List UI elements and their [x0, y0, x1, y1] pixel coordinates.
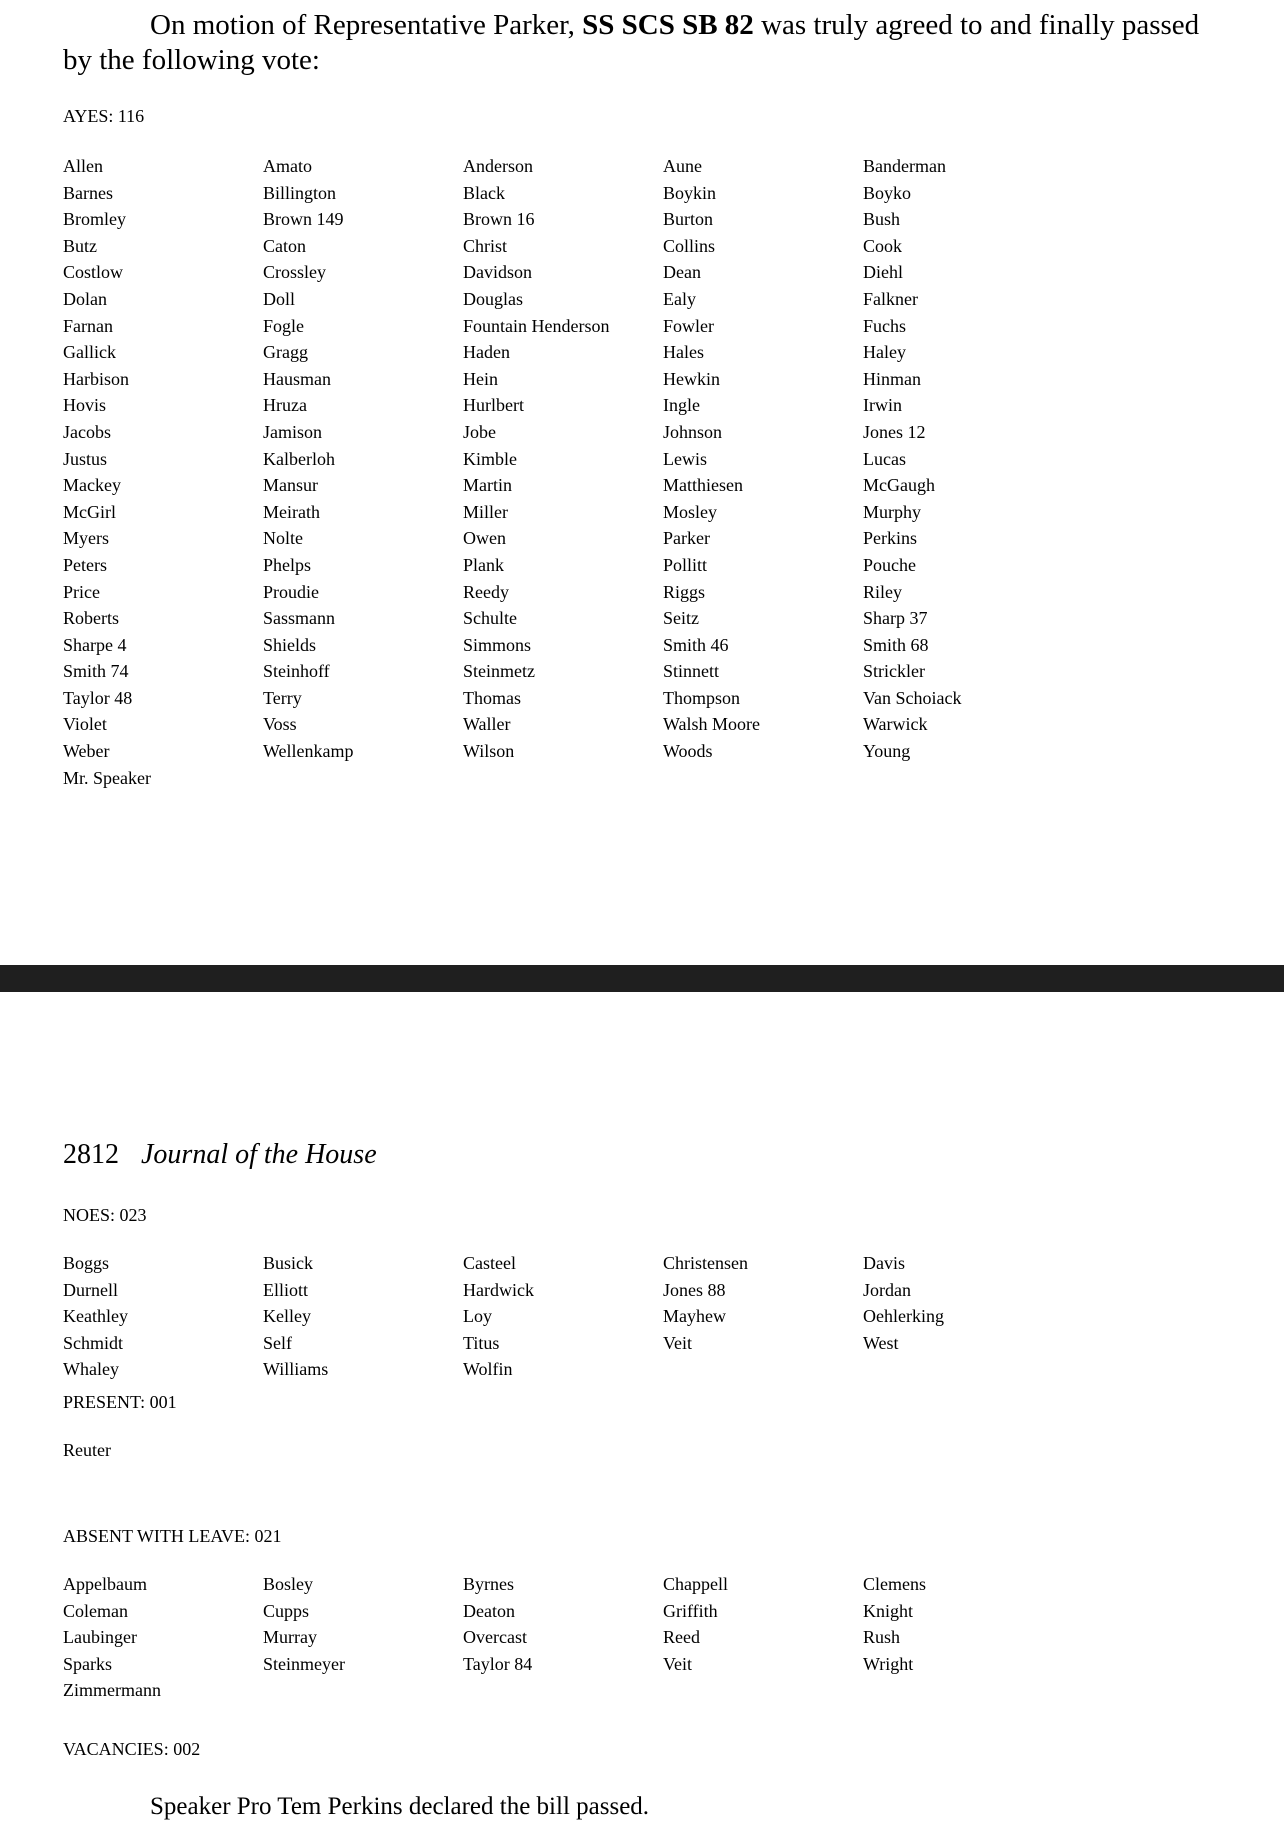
member-name: Wolfin	[463, 1359, 513, 1380]
member-name: Schulte	[463, 608, 517, 629]
member-name: Warwick	[863, 714, 928, 735]
ayes-list	[63, 153, 1063, 791]
member-name: Mosley	[663, 501, 717, 522]
member-name: Smith 68	[863, 634, 929, 655]
member-name: Whaley	[63, 1359, 119, 1380]
member-name: Proudie	[263, 581, 319, 602]
member-name: Boggs	[63, 1253, 110, 1273]
member-name: Shields	[263, 634, 317, 655]
member-name: Justus	[63, 448, 108, 469]
member-name: Murphy	[863, 501, 921, 522]
member-name: Thompson	[663, 687, 741, 708]
member-name: Wright	[863, 1653, 914, 1674]
member-name: Diehl	[863, 262, 903, 283]
member-name: Cook	[863, 235, 903, 256]
member-name: Hausman	[263, 368, 331, 389]
member-name: Farnan	[63, 315, 113, 336]
member-name: Woods	[663, 741, 713, 762]
member-name: Strickler	[863, 661, 925, 682]
member-name: West	[863, 1332, 899, 1353]
member-name: Price	[63, 581, 100, 602]
member-name: Johnson	[663, 421, 723, 442]
member-name: Boykin	[663, 182, 717, 203]
member-name: Banderman	[863, 156, 946, 176]
member-name: Hales	[663, 342, 704, 363]
member-name: Amato	[263, 156, 312, 176]
member-name: Black	[463, 182, 505, 203]
member-name: Mr. Speaker	[63, 767, 151, 788]
member-name: Davidson	[463, 262, 532, 283]
member-name: Smith 46	[663, 634, 729, 655]
member-name: Elliott	[263, 1279, 308, 1300]
member-name: Cupps	[263, 1600, 310, 1621]
member-name: Christ	[463, 235, 508, 256]
member-name: Gragg	[263, 342, 308, 363]
member-name: Fountain Henderson	[463, 315, 610, 336]
member-name: Knight	[863, 1600, 914, 1621]
member-name: Lucas	[863, 448, 906, 469]
member-name: Keathley	[63, 1306, 128, 1327]
member-name: Kelley	[263, 1306, 311, 1327]
member-name: Hardwick	[463, 1279, 534, 1300]
member-name: Steinmetz	[463, 661, 535, 682]
member-name: Bush	[863, 209, 901, 230]
member-name: Overcast	[463, 1627, 527, 1648]
member-name: Sassmann	[263, 608, 335, 629]
member-name: Aune	[663, 156, 702, 176]
page-bottom	[0, 992, 1284, 1821]
member-name: Haden	[463, 342, 510, 363]
member-name: Steinhoff	[263, 661, 330, 682]
member-name: Matthiesen	[663, 475, 743, 496]
member-name: Billington	[263, 182, 337, 203]
motion-suffix: was truly agreed to and finally passed by the following vote:	[63, 9, 1200, 76]
member-name: Bosley	[263, 1574, 314, 1594]
member-name: Hein	[463, 368, 498, 389]
member-name: Hovis	[63, 395, 107, 416]
member-name: Young	[863, 741, 911, 762]
motion-prefix: On motion of Representative Parker,	[150, 9, 575, 41]
member-name: Falkner	[863, 288, 918, 309]
member-name: Pouche	[863, 554, 916, 575]
noes-label: NOES: 023	[63, 1205, 147, 1225]
member-name: Anderson	[463, 156, 533, 176]
member-name: Boyko	[863, 182, 912, 203]
member-name: Voss	[263, 714, 297, 735]
member-name: Veit	[663, 1332, 692, 1353]
member-name: Gallick	[63, 342, 116, 363]
member-name: Dean	[663, 262, 701, 283]
member-name: Wellenkamp	[263, 741, 354, 762]
member-name: Riggs	[663, 581, 706, 602]
member-name: Irwin	[863, 395, 902, 416]
member-name: Sharpe 4	[63, 634, 127, 655]
member-name: McGirl	[63, 501, 116, 522]
member-name: Jordan	[863, 1279, 911, 1300]
member-name: Jones 88	[663, 1279, 726, 1300]
member-name: Martin	[463, 475, 512, 496]
bill-number: SS SCS SB 82	[582, 9, 754, 41]
member-name: Busick	[263, 1253, 314, 1273]
member-name: Reuter	[63, 1440, 111, 1460]
member-name: Perkins	[863, 528, 917, 549]
closing-statement: Speaker Pro Tem Perkins declared the bill passed.	[150, 1793, 650, 1820]
member-name: Meirath	[263, 501, 320, 522]
journal-title: Journal of the House	[141, 1139, 377, 1170]
member-name: Fuchs	[863, 315, 907, 336]
absent-list	[63, 1571, 1063, 1704]
member-name: Christensen	[663, 1253, 748, 1273]
member-name: Harbison	[63, 368, 129, 389]
member-name: Loy	[463, 1306, 492, 1327]
member-name: Thomas	[463, 687, 521, 708]
member-name: Simmons	[463, 634, 532, 655]
page-divider	[0, 965, 1284, 992]
member-name: Walsh Moore	[663, 714, 761, 735]
member-name: Violet	[63, 714, 107, 735]
member-name: Costlow	[63, 262, 124, 283]
member-name: Dolan	[63, 288, 107, 309]
member-name: Jones 12	[863, 421, 926, 442]
member-name: Kimble	[463, 448, 517, 469]
member-name: Terry	[263, 687, 302, 708]
member-name: Rush	[863, 1627, 901, 1648]
noes-list	[63, 1250, 1063, 1383]
member-name: Crossley	[263, 262, 326, 283]
motion-paragraph	[63, 8, 1213, 78]
member-name: Burton	[663, 209, 714, 230]
member-name: Coleman	[63, 1600, 128, 1621]
member-name: Mansur	[263, 475, 318, 496]
member-name: Pollitt	[663, 554, 708, 575]
member-name: Clemens	[863, 1574, 926, 1594]
member-name: Seitz	[663, 608, 699, 629]
member-name: Reed	[663, 1627, 700, 1648]
member-name: Davis	[863, 1253, 905, 1273]
member-name: Reedy	[463, 581, 509, 602]
member-name: Lewis	[663, 448, 707, 469]
member-name: Kalberloh	[263, 448, 335, 469]
member-name: Weber	[63, 741, 110, 762]
member-name: Peters	[63, 554, 107, 575]
member-name: Collins	[663, 235, 716, 256]
member-name: Murray	[263, 1627, 317, 1648]
member-name: Hurlbert	[463, 395, 524, 416]
member-name: Titus	[463, 1332, 500, 1353]
member-name: Brown 16	[463, 209, 535, 230]
member-name: Veit	[663, 1653, 692, 1674]
member-name: McGaugh	[863, 475, 935, 496]
member-name: Sharp 37	[863, 608, 928, 629]
member-name: Laubinger	[63, 1627, 137, 1648]
member-name: Doll	[263, 288, 296, 309]
member-name: Sparks	[63, 1653, 112, 1674]
member-name: Jacobs	[63, 421, 111, 442]
member-name: Riley	[863, 581, 902, 602]
member-name: Byrnes	[463, 1574, 514, 1594]
member-name: Schmidt	[63, 1332, 124, 1353]
member-name: Owen	[463, 528, 506, 549]
member-name: Nolte	[263, 528, 303, 549]
member-name: Myers	[63, 528, 109, 549]
member-name: Waller	[463, 714, 511, 735]
member-name: Plank	[463, 554, 505, 575]
member-name: Haley	[863, 342, 906, 363]
member-name: Caton	[263, 235, 306, 256]
member-name: Brown 149	[263, 209, 344, 230]
member-name: Smith 74	[63, 661, 129, 682]
member-name: Williams	[263, 1359, 329, 1380]
member-name: Phelps	[263, 554, 312, 575]
absent-label: ABSENT WITH LEAVE: 021	[63, 1526, 282, 1546]
member-name: Steinmeyer	[263, 1653, 345, 1674]
member-name: Mackey	[63, 475, 121, 496]
member-name: Fowler	[663, 315, 714, 336]
member-name: Jobe	[463, 421, 496, 442]
member-name: Durnell	[63, 1279, 118, 1300]
member-name: Ealy	[663, 288, 696, 309]
member-name: Douglas	[463, 288, 523, 309]
member-name: Zimmermann	[63, 1680, 161, 1701]
member-name: Hruza	[263, 395, 307, 416]
vacancies-label: VACANCIES: 002	[63, 1739, 201, 1759]
member-name: Allen	[63, 156, 103, 176]
member-name: Oehlerking	[863, 1306, 944, 1327]
running-head	[63, 1138, 377, 1172]
member-name: Bromley	[63, 209, 126, 230]
member-name: Miller	[463, 501, 508, 522]
member-name: Self	[263, 1332, 292, 1353]
member-name: Chappell	[663, 1574, 728, 1594]
member-name: Appelbaum	[63, 1574, 147, 1594]
member-name: Barnes	[63, 182, 113, 203]
member-name: Griffith	[663, 1600, 718, 1621]
member-name: Stinnett	[663, 661, 720, 682]
member-name: Parker	[663, 528, 710, 549]
member-name: Hewkin	[663, 368, 720, 389]
member-name: Fogle	[263, 315, 305, 336]
member-name: Taylor 84	[463, 1653, 533, 1674]
ayes-label: AYES: 116	[63, 106, 145, 126]
page-number: 2812	[63, 1139, 119, 1170]
member-name: Hinman	[863, 368, 921, 389]
member-name: Butz	[63, 235, 97, 256]
present-list	[63, 1437, 1063, 1464]
member-name: Jamison	[263, 421, 323, 442]
member-name: Mayhew	[663, 1306, 726, 1327]
present-label: PRESENT: 001	[63, 1392, 177, 1412]
member-name: Wilson	[463, 741, 515, 762]
member-name: Ingle	[663, 395, 700, 416]
member-name: Taylor 48	[63, 687, 133, 708]
member-name: Roberts	[63, 608, 119, 629]
member-name: Casteel	[463, 1253, 516, 1273]
member-name: Van Schoiack	[863, 687, 962, 708]
member-name: Deaton	[463, 1600, 515, 1621]
